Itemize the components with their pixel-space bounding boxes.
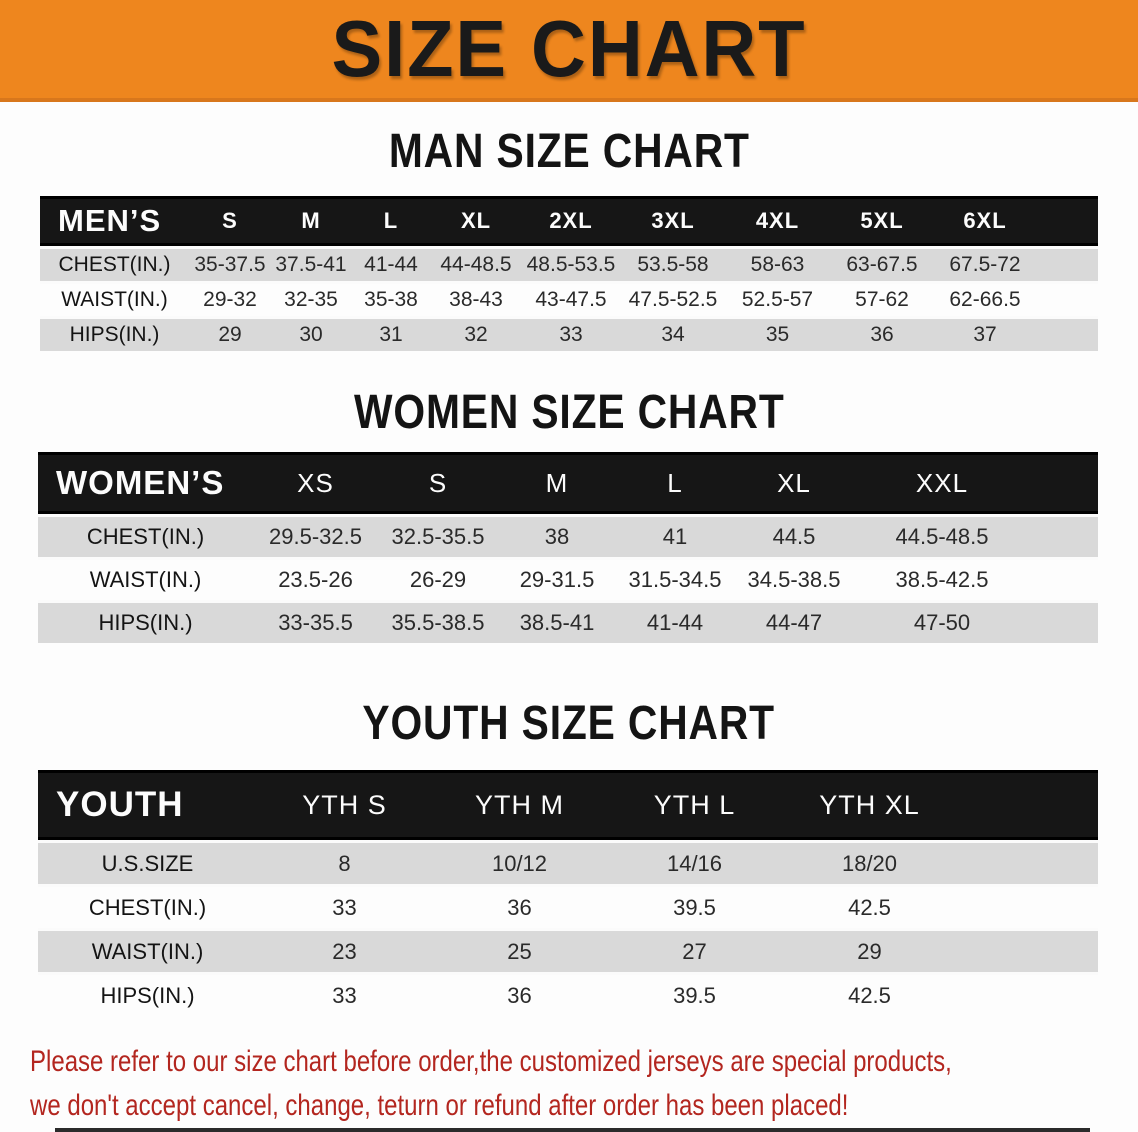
size-value-cell: 26-29 — [378, 557, 498, 600]
size-value-cell: 30 — [271, 316, 351, 351]
size-column-header: XL — [431, 196, 521, 246]
size-column-header: XS — [253, 452, 378, 514]
size-column-header: S — [378, 452, 498, 514]
size-value-cell: 29-32 — [189, 281, 271, 316]
size-value-cell: 44.5 — [734, 514, 854, 557]
row-label: U.S.SIZE — [38, 840, 257, 884]
size-value-cell: 31 — [351, 316, 431, 351]
size-value-cell: 36 — [432, 972, 607, 1016]
men-section-title-text: MAN SIZE CHART — [388, 125, 750, 178]
size-value-cell: 35-38 — [351, 281, 431, 316]
size-value-cell: 47-50 — [854, 600, 1098, 643]
youth-size-table — [38, 770, 1098, 1016]
row-label: HIPS(IN.) — [38, 600, 253, 643]
row-spacer-cell — [957, 928, 1098, 972]
notice-line-2: we don't accept cancel, change, teturn or refund after order has been placed! — [30, 1089, 849, 1122]
size-value-cell: 36 — [432, 884, 607, 928]
size-value-cell: 23.5-26 — [253, 557, 378, 600]
row-label: CHEST(IN.) — [38, 514, 253, 557]
women-section-title — [0, 386, 1138, 439]
youth-section — [0, 697, 1138, 1016]
row-label: WAIST(IN.) — [38, 928, 257, 972]
size-value-cell: 38-43 — [431, 281, 521, 316]
size-value-cell: 47.5-52.5 — [621, 281, 725, 316]
table-row — [38, 972, 1098, 1016]
women-section — [0, 386, 1138, 643]
youth-section-title-text: YOUTH SIZE CHART — [362, 697, 776, 750]
youth-section-title — [0, 697, 1138, 750]
women-section-title-text: WOMEN SIZE CHART — [353, 386, 785, 439]
size-value-cell: 58-63 — [725, 246, 830, 281]
size-value-cell: 41 — [616, 514, 734, 557]
size-column-header: YTH S — [257, 770, 432, 840]
row-label: CHEST(IN.) — [40, 246, 189, 281]
size-value-cell: 14/16 — [607, 840, 782, 884]
row-spacer-cell — [957, 972, 1098, 1016]
row-label: HIPS(IN.) — [40, 316, 189, 351]
row-label: WAIST(IN.) — [40, 281, 189, 316]
page-title-text: SIZE CHART — [331, 4, 807, 93]
row-label: CHEST(IN.) — [38, 884, 257, 928]
size-value-cell: 63-67.5 — [830, 246, 934, 281]
row-spacer-cell — [957, 840, 1098, 884]
men-section-title — [0, 125, 1138, 178]
table-row — [38, 884, 1098, 928]
size-column-header: 4XL — [725, 196, 830, 246]
header-spacer-cell — [957, 770, 1098, 840]
size-value-cell: 33-35.5 — [253, 600, 378, 643]
size-value-cell: 29 — [782, 928, 957, 972]
size-column-header: L — [351, 196, 431, 246]
men-group-label: MEN’S — [40, 196, 189, 246]
youth-header-row — [38, 770, 1098, 840]
size-column-header: XL — [734, 452, 854, 514]
table-row — [38, 840, 1098, 884]
men-header-row — [40, 196, 1098, 246]
size-value-cell: 27 — [607, 928, 782, 972]
table-row — [40, 316, 1098, 351]
size-column-header: YTH M — [432, 770, 607, 840]
size-value-cell: 38.5-42.5 — [854, 557, 1098, 600]
size-value-cell: 39.5 — [607, 884, 782, 928]
size-column-header: M — [498, 452, 616, 514]
table-row — [40, 281, 1098, 316]
size-value-cell: 33 — [257, 884, 432, 928]
size-column-header: 3XL — [621, 196, 725, 246]
size-value-cell: 44-48.5 — [431, 246, 521, 281]
row-label: HIPS(IN.) — [38, 972, 257, 1016]
size-value-cell: 42.5 — [782, 972, 957, 1016]
size-value-cell: 43-47.5 — [521, 281, 621, 316]
size-value-cell: 23 — [257, 928, 432, 972]
men-size-table — [40, 196, 1098, 351]
size-value-cell: 29-31.5 — [498, 557, 616, 600]
men-section — [0, 125, 1138, 351]
size-value-cell: 48.5-53.5 — [521, 246, 621, 281]
size-column-header: M — [271, 196, 351, 246]
size-column-header: YTH L — [607, 770, 782, 840]
women-group-label: WOMEN’S — [38, 452, 253, 514]
size-value-cell: 29 — [189, 316, 271, 351]
size-column-header: L — [616, 452, 734, 514]
size-value-cell: 52.5-57 — [725, 281, 830, 316]
size-column-header: 6XL — [934, 196, 1098, 246]
row-label: WAIST(IN.) — [38, 557, 253, 600]
size-value-cell: 32-35 — [271, 281, 351, 316]
row-spacer-cell — [957, 884, 1098, 928]
size-value-cell: 35.5-38.5 — [378, 600, 498, 643]
size-value-cell: 38 — [498, 514, 616, 557]
page-title — [0, 0, 1138, 98]
size-value-cell: 18/20 — [782, 840, 957, 884]
size-column-header: S — [189, 196, 271, 246]
size-value-cell: 33 — [257, 972, 432, 1016]
size-value-cell: 34.5-38.5 — [734, 557, 854, 600]
size-value-cell: 53.5-58 — [621, 246, 725, 281]
size-value-cell: 57-62 — [830, 281, 934, 316]
size-value-cell: 33 — [521, 316, 621, 351]
size-value-cell: 41-44 — [351, 246, 431, 281]
size-value-cell: 42.5 — [782, 884, 957, 928]
size-value-cell: 41-44 — [616, 600, 734, 643]
size-value-cell: 25 — [432, 928, 607, 972]
banner — [0, 0, 1138, 102]
youth-group-label: YOUTH — [38, 770, 257, 840]
size-value-cell: 39.5 — [607, 972, 782, 1016]
size-value-cell: 35 — [725, 316, 830, 351]
size-value-cell: 35-37.5 — [189, 246, 271, 281]
size-value-cell: 44.5-48.5 — [854, 514, 1098, 557]
women-size-table — [38, 452, 1098, 643]
table-row — [40, 246, 1098, 281]
women-header-row — [38, 452, 1098, 514]
size-column-header: 2XL — [521, 196, 621, 246]
size-value-cell: 34 — [621, 316, 725, 351]
size-value-cell: 8 — [257, 840, 432, 884]
size-value-cell: 29.5-32.5 — [253, 514, 378, 557]
table-row — [38, 928, 1098, 972]
bottom-divider — [55, 1128, 1090, 1132]
table-row — [38, 600, 1098, 643]
size-value-cell: 10/12 — [432, 840, 607, 884]
size-value-cell: 36 — [830, 316, 934, 351]
size-value-cell: 44-47 — [734, 600, 854, 643]
size-value-cell: 67.5-72 — [934, 246, 1098, 281]
table-row — [38, 557, 1098, 600]
size-value-cell: 37 — [934, 316, 1098, 351]
size-value-cell: 62-66.5 — [934, 281, 1098, 316]
table-row — [38, 514, 1098, 557]
size-column-header: 5XL — [830, 196, 934, 246]
notice-line-1: Please refer to our size chart before order,the customized jerseys are special products, — [30, 1045, 952, 1078]
size-value-cell: 32 — [431, 316, 521, 351]
size-value-cell: 37.5-41 — [271, 246, 351, 281]
order-notice — [30, 1040, 1138, 1128]
size-value-cell: 38.5-41 — [498, 600, 616, 643]
size-value-cell: 31.5-34.5 — [616, 557, 734, 600]
size-column-header: XXL — [854, 452, 1098, 514]
size-column-header: YTH XL — [782, 770, 957, 840]
size-value-cell: 32.5-35.5 — [378, 514, 498, 557]
